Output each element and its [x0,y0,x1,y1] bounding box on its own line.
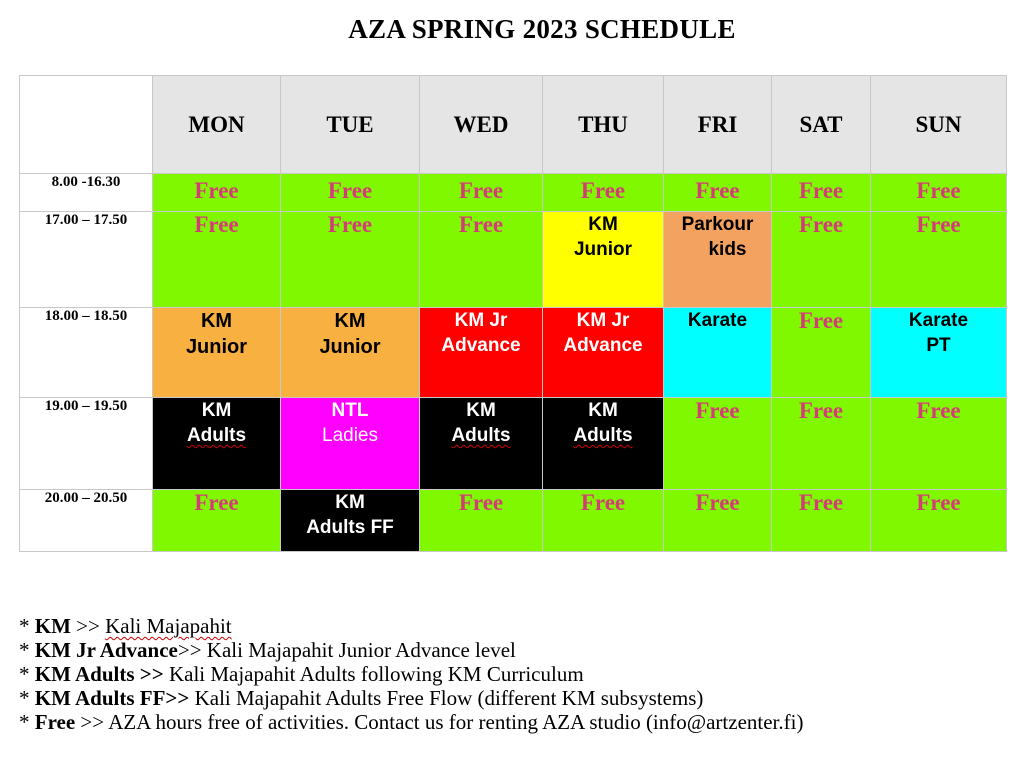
class-level: Ladies [322,425,378,446]
class-name: KM [588,400,618,421]
class-name: NTL [331,400,369,421]
class-level: Advance [441,335,521,356]
cell-fri-free: Free [664,174,772,212]
legend-term: KM Adults FF>> [34,686,190,710]
corner-cell [20,76,153,174]
legend-desc: Kali Majapahit Adults following KM Curriculum [168,662,584,686]
cell-sun-free: Free [871,212,1007,308]
class-level-text: Adults [186,425,247,446]
day-header-sun: SUN [871,76,1007,174]
class-name: KM [466,400,496,421]
day-header-fri: FRI [664,76,772,174]
legend-sep: >> [70,614,106,638]
class-name: KM [201,400,232,421]
cell-sat-free: Free [772,490,871,552]
legend-sep: >> [75,710,109,734]
time-slot-label: 19.00 – 19.50 [20,398,153,490]
class-level: Junior [573,239,633,260]
cell-thu-km-junior [543,212,664,308]
cell-mon-free: Free [153,212,281,308]
cell-thu-free: Free [543,490,664,552]
cell-sun-free: Free [871,490,1007,552]
legend-term: Free [34,710,76,734]
table-row [20,398,1007,490]
cell-tue-km-adults-ff [281,490,420,552]
cell-fri-free: Free [664,398,772,490]
legend-item-km-jr-advance: * KM Jr Advance>> Kali Majapahit Junior Advance level [19,638,516,662]
legend [19,614,1009,734]
class-level-text: Adults [451,425,511,446]
time-slot-label: 18.00 – 18.50 [20,308,153,398]
legend-sep: >> [177,638,207,662]
cell-wed-free: Free [420,174,543,212]
day-header-thu: THU [543,76,664,174]
table-row [20,174,1007,212]
cell-tue-free: Free [281,212,420,308]
legend-item-km: * KM >> Kali Majapahit [19,614,232,638]
legend-desc: Kali Majapahit Adults Free Flow (different KM subsystems) [194,686,704,710]
cell-fri-free: Free [664,490,772,552]
legend-item-km-adults-ff: * KM Adults FF>> Kali Majapahit Adults Free Flow (different KM subsystems) [19,686,704,710]
time-slot-label: 17.00 – 17.50 [20,212,153,308]
legend-term: KM Adults >> [34,662,164,686]
cell-fri-karate [664,308,772,398]
class-name: KM Jr [576,310,630,331]
legend-desc: Kali Majapahit Junior Advance level [206,638,516,662]
day-header-wed: WED [420,76,543,174]
class-name: KM [200,310,233,332]
class-level: Junior [319,336,381,358]
cell-wed-km-jr-advance [420,308,543,398]
cell-wed-free: Free [420,490,543,552]
cell-sat-free: Free [772,308,871,398]
cell-sat-free: Free [772,398,871,490]
legend-desc: Kali Majapahit [105,614,232,638]
cell-mon-free: Free [153,174,281,212]
cell-thu-free: Free [543,174,664,212]
cell-sat-free: Free [772,174,871,212]
time-slot-label: 20.00 – 20.50 [20,490,153,552]
class-level: Junior [185,336,248,358]
schedule-table [19,75,1007,552]
cell-tue-km-junior [281,308,420,398]
class-name: KM [334,310,366,332]
legend-term: KM [34,614,71,638]
legend-item-km-adults: * KM Adults >> Kali Majapahit Adults following KM Curriculum [19,662,584,686]
cell-fri-parkour-kids [664,212,772,308]
class-level [420,423,542,448]
cell-mon-free: Free [153,490,281,552]
cell-sun-free: Free [871,398,1007,490]
cell-thu-km-adults [543,398,664,490]
cell-mon-km-adults [153,398,281,490]
legend-term: KM Jr Advance [34,638,178,662]
class-level: Adults FF [306,517,394,538]
class-level [543,423,663,448]
class-level [153,423,280,448]
class-level: Advance [563,335,643,356]
class-level: kids [708,239,747,260]
class-level-text: Adults [573,425,633,446]
cell-tue-ntl-ladies [281,398,420,490]
day-header-sat: SAT [772,76,871,174]
cell-thu-km-jr-advance [543,308,664,398]
legend-item-free: * Free >> AZA hours free of activities. Contact us for renting AZA studio (info@artzenter.fi) [19,710,804,734]
class-level: PT [926,335,951,356]
table-row [20,490,1007,552]
cell-mon-km-junior [153,308,281,398]
cell-wed-km-adults [420,398,543,490]
cell-sun-free: Free [871,174,1007,212]
schedule-title: AZA SPRING 2023 SCHEDULE [348,14,736,44]
time-slot-label: 8.00 -16.30 [20,174,153,212]
cell-wed-free: Free [420,212,543,308]
class-name: Parkour [681,214,754,235]
cell-tue-free: Free [281,174,420,212]
cell-sat-free: Free [772,212,871,308]
class-name: Karate [908,310,969,331]
cell-sun-karate-pt [871,308,1007,398]
day-header-mon: MON [153,76,281,174]
class-name: KM [335,492,365,513]
legend-desc: AZA hours free of activities. Contact us for renting AZA studio (info@artzenter.fi) [108,710,804,734]
day-header-tue: TUE [281,76,420,174]
class-name: Karate [687,310,748,331]
class-name: KM [588,214,618,235]
table-row [20,308,1007,398]
class-name: KM Jr [454,310,508,331]
header-row [20,76,1007,174]
table-row [20,212,1007,308]
